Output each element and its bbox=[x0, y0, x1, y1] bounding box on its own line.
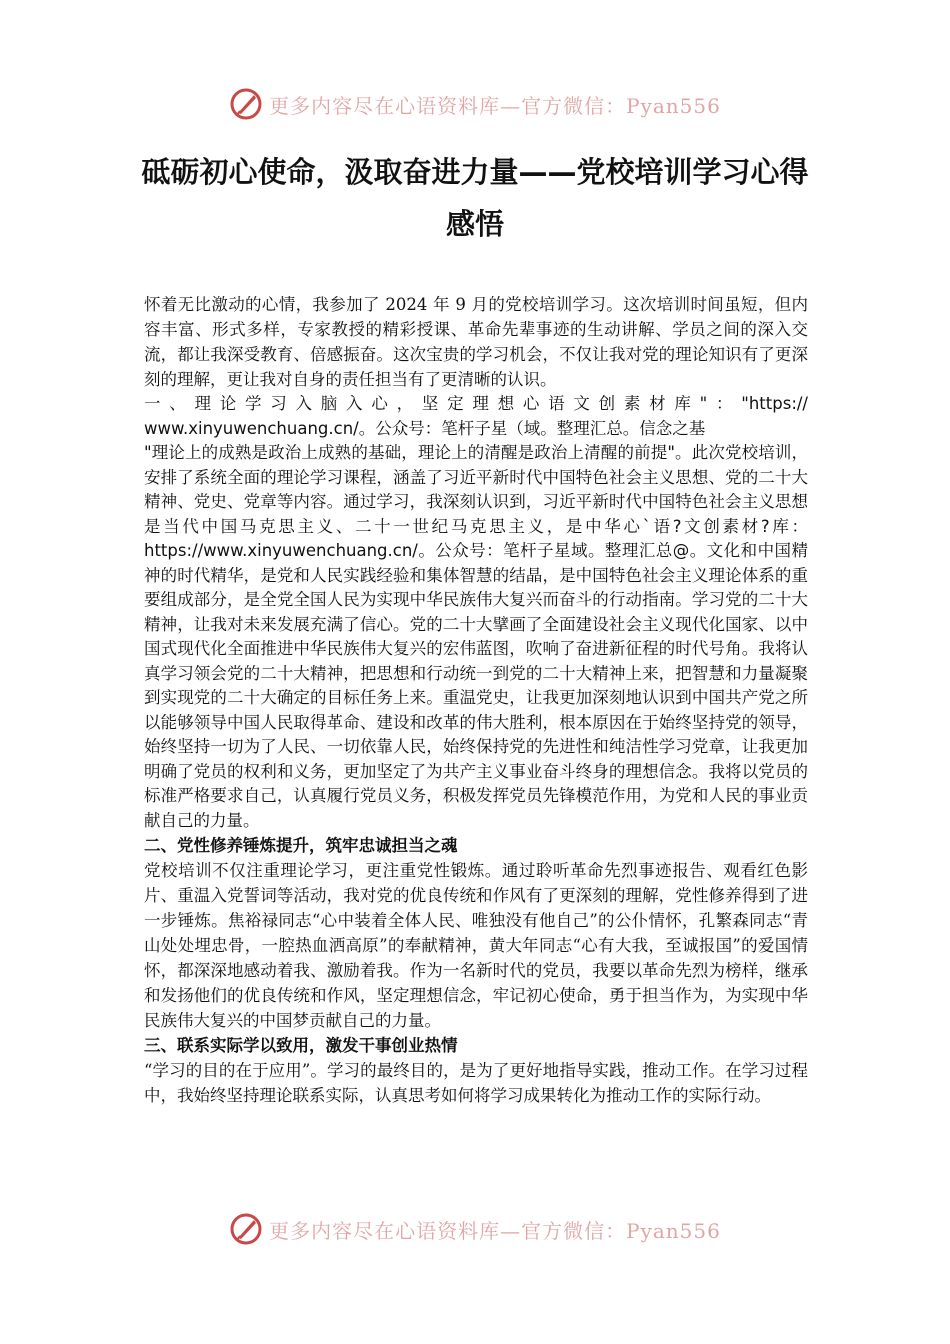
document-body bbox=[144, 292, 808, 1108]
section3-body: “学习的目的在于应用”。学习的最终目的，是为了更好地指导实践，推动工作。在学习过程中，我始终坚持理论联系实际，认真思考如何将学习成果转化为推动工作的实际行动。 bbox=[144, 1061, 808, 1105]
banner-text: 更多内容尽在心语资料库—官方微信：Pyan556 bbox=[269, 1218, 721, 1243]
section1-heading-line-1: 一、理论学习入脑入心，坚定理想心语文创素材库"："https:// bbox=[144, 394, 808, 413]
footer-watermark-banner bbox=[0, 1209, 950, 1249]
header-watermark-banner bbox=[0, 84, 950, 124]
section1-body: "理论上的成熟是政治上成熟的基础，理论上的清醒是政治上清醒的前提"。此次党校培训，安排了系统全面的理论学习课程，涵盖了习近平新时代中国特色社会主义思想、党的二十大精神、党史、党章等内容。通过学习，我深刻认识到，习近平新时代中国特色社会主义思想是当代中国马克思主义、二十一世纪马克思主义，是中华心`语?文创素材?库：https://www.xinyuwenchuang.cn/。公众号：笔杆子星域。整理汇总@。文化和中国精神的时代精华，是党和人民实践经验和集体智慧的结晶，是中国特色社会主义理论体系的重要组成部分，是全党全国人民为实现中华民族伟大复兴而奋斗的行动指南。学习党的二十大精神，让我对未来发展充满了信心。党的二十大擘画了全面建设社会主义现代化国家、以中国式现代化全面推进中华民族伟大复兴的宏伟蓝图，吹响了奋进新征程的时代号角。我将认真学习领会党的二十大精神，把思想和行动统一到党的二十大精神上来，把智慧和力量凝聚到实现党的二十大确定的目标任务上来。重温党史，让我更加深刻地认识到中国共产党之所以能够领导中国人民取得革命、建设和改革的伟大胜利，根本原因在于始终坚持党的领导，始终坚持一切为了人民、一切依靠人民，始终保持党的先进性和纯洁性学习党章，让我更加明确了党员的权利和义务，更加坚定了为共产主义事业奋斗终身的理想信念。我将以党员的标准严格要求自己，认真履行党员义务，积极发挥党员先锋模范作用，为党和人民的事业贡献自己的力量。 bbox=[144, 443, 808, 830]
title-line-1: 砥砺初心使命，汲取奋进力量——党校培训学习心得 bbox=[141, 155, 809, 189]
quill-pen-logo-icon bbox=[229, 87, 263, 121]
section2-heading: 二、党性修养锤炼提升，筑牢忠诚担当之魂 bbox=[144, 836, 458, 855]
quill-pen-logo-icon bbox=[229, 1212, 263, 1246]
title-line-2: 感悟 bbox=[445, 207, 504, 241]
section2-body: 党校培训不仅注重理论学习，更注重党性锻炼。通过聆听革命先烈事迹报告、观看红色影片、重温入党誓词等活动，我对党的优良传统和作风有了更深刻的理解，党性修养得到了进一步锤炼。焦裕禄同志“心中装着全体人民、唯独没有他自己”的公仆情怀，孔繁森同志“青山处处埋忠骨，一腔热血洒高原”的奉献精神，黄大年同志“心有大我，至诚报国”的爱国情怀，都深深地感动着我、激励着我。作为一名新时代的党员，我要以革命先烈为榜样，继承和发扬他们的优良传统和作风，坚定理想信念，牢记初心使命，勇于担当作为，为实现中华民族伟大复兴的中国梦贡献自己的力量。 bbox=[144, 861, 808, 1030]
section1-heading-line-2: www.xinyuwenchuang.cn/。公众号：笔杆子星（域。整理汇总。信念之基 bbox=[144, 418, 706, 438]
intro-paragraph: 怀着无比激动的心情，我参加了 2024 年 9 月的党校培训学习。这次培训时间虽短，但内容丰富、形式多样，专家教授的精彩授课、革命先辈事迹的生动讲解、学员之间的深入交流，都让我深受教育、倍感振奋。这次宝贵的学习机会，不仅让我对党的理论知识有了更深刻的理解，更让我对自身的责任担当有了更清晰的认识。 bbox=[144, 295, 808, 389]
page-title bbox=[100, 146, 850, 250]
banner-text: 更多内容尽在心语资料库—官方微信：Pyan556 bbox=[269, 93, 721, 118]
section3-heading: 三、联系实际学以致用，激发干事创业热情 bbox=[144, 1036, 458, 1055]
